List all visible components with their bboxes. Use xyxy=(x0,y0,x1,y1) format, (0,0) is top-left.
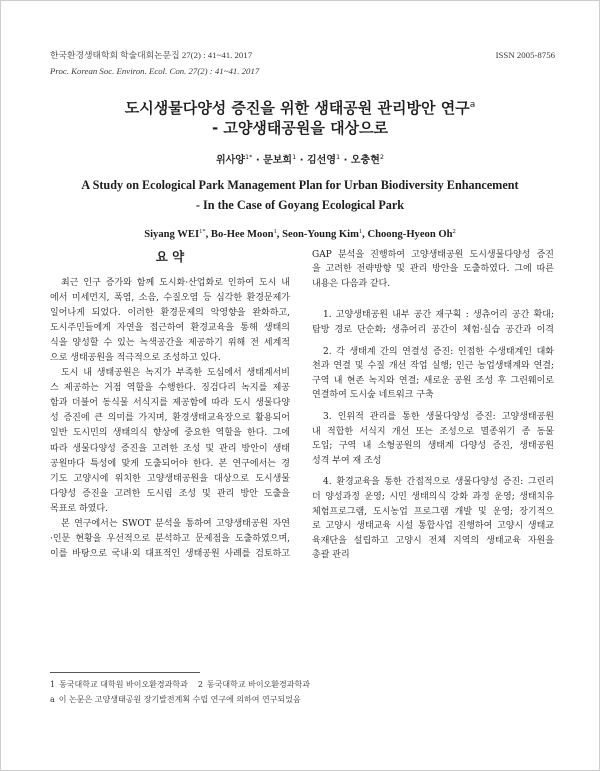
title-korean-text: 도시생물다양성 증진을 위한 생태공원 관리방안 연구 xyxy=(124,99,470,117)
abstract-heading: 요 약 xyxy=(155,249,185,264)
text-line: 도입; 구역 내 소형공원의 생태계 다양성 증진, 생태공원 xyxy=(312,441,554,452)
text-line: 스 제공하는 거점 역할을 수행한다. 징검다리 녹지를 제공 xyxy=(50,383,290,394)
list-item xyxy=(312,308,554,337)
text-line: 함과 더불어 동식물 서식지를 제공함에 따라 도시 생물다양 xyxy=(50,398,290,409)
author-affiliation: 1* xyxy=(199,228,206,235)
author-separator: , xyxy=(276,229,283,240)
author-affiliation: 1 xyxy=(358,228,363,235)
author-separator: · xyxy=(252,155,264,166)
author-name: 문보희 xyxy=(263,155,293,166)
text-line: 에서 미세먼지, 폭염, 소음, 수질오염 등 심각한 환경문제가 xyxy=(50,292,290,303)
subtitle-english: - In the Case of Goyang Ecological Park xyxy=(195,198,405,212)
text-line: 일어나게 되었다. 이러한 환경문제의 악영향을 완화하고, xyxy=(50,307,290,318)
text-line: GAP 분석을 진행하여 고양생태공원 도시생물다양성 증진 xyxy=(312,249,554,260)
author-separator: , xyxy=(205,229,211,240)
text-line: 내용은 다음과 같다. xyxy=(312,278,391,289)
paragraph xyxy=(50,366,290,517)
text-line: 4. 환경교육을 통한 간접적으로 생물다양성 증진: 그린리 xyxy=(323,477,554,488)
text-line: 2. 각 생태계 간의 연결성 증진: 인접한 수생태계인 대화 xyxy=(323,346,554,357)
text-line: 탐방 경로 단순화; 생츄어리 공간이 체험·실습 공간과 이격 xyxy=(312,325,554,336)
text-line: 체험프로그램, 도시농업 프로그램 개발 및 운영; 장기적으 xyxy=(312,506,554,517)
footnote-text: 이 논문은 고양생태공원 장기발전계획 수립 연구에 의하여 연구되었음 xyxy=(58,695,301,704)
text-line: 천과 연결 및 수질 개선 작업 실행; 인근 농업생태계와 연결; xyxy=(312,361,554,372)
text-line: 성 증진에 큰 의미를 가지며, 환경생태교육장으로 활용되어 xyxy=(50,413,290,424)
author-name: Siyang WEI xyxy=(144,229,200,240)
text-line: 3. 인위적 관리를 통한 생물다양성 증진: 고양생태공원 xyxy=(323,412,554,423)
author-name: 김선영 xyxy=(307,155,336,166)
text-line: 로 고양시 생태교육 시설 통합사업 진행하여 고양시 생태교 xyxy=(312,521,554,532)
author-affiliation: 1 xyxy=(273,228,277,235)
author-name: Bo-Hee Moon xyxy=(210,229,274,240)
text-line: 최근 인구 증가와 함께 도시화·산업화로 인하여 도시 내 xyxy=(61,277,290,288)
author-affiliation: 1 xyxy=(335,153,341,161)
text-line: 공원마다 특성에 맞게 도출되어야 한다. 본 연구에서는 경 xyxy=(50,458,290,469)
author-name: 오충현 xyxy=(350,155,380,166)
text-line: 일반 도시민의 생태의식 향상에 중요한 역할을 한다. 그에 xyxy=(50,428,290,439)
title-english: A Study on Ecological Park Management Plan for Urban Biodiversity Enhancement xyxy=(81,178,519,192)
text-line: 식을 양성할 수 있는 녹색공간을 제공하기 위해 전 세계적 xyxy=(50,337,290,348)
footnote-funding xyxy=(50,694,301,706)
text-line: 연결하여 도시숲 네트워크 구축 xyxy=(312,390,434,401)
author-name: 위사양 xyxy=(215,155,245,166)
list-item xyxy=(312,345,554,403)
list-item xyxy=(312,475,554,563)
footnote-divider xyxy=(50,672,200,673)
journal-header-english: Proc. Korean Soc. Environ. Ecol. Con. 27(2) : 41~41. 2017 xyxy=(50,66,260,76)
text-line: 구역 내 현존 녹지와 연결; 새로운 공원 조성 후 그린웨이로 xyxy=(312,375,554,386)
title-korean xyxy=(0,95,600,118)
abstract-right-column xyxy=(312,248,554,563)
title-footnote-mark: a xyxy=(469,100,476,110)
paragraph xyxy=(50,517,290,562)
text-line: 따라 생물다양성 증진을 고려한 조성 및 관리 방안이 생태 xyxy=(50,443,290,454)
author-separator: , xyxy=(362,229,368,240)
text-line: 1. 고양생태공원 내부 공간 재구획 : 생츄어리 공간 확대; xyxy=(323,310,554,321)
text-line: 이를 바탕으로 국내·외 대표적인 생태공원 사례를 검토하고 xyxy=(50,549,290,560)
text-line: 내 적합한 서식지 개선 또는 조성으로 멸종위기 종 동물 xyxy=(312,426,554,437)
text-line: 본 연구에서는 SWOT 분석을 통하여 고양생태공원 자연 xyxy=(61,519,290,529)
author-separator: · xyxy=(340,155,351,166)
text-line: 으로 생태공원을 적극적으로 조성하고 있다. xyxy=(50,352,221,363)
text-line: 목표로 하였다. xyxy=(50,503,108,514)
text-line: 육재단을 설립하고 고양시 전체 지역의 생태교육 자원을 xyxy=(312,535,554,546)
text-line: 성격 부여 재 조성 xyxy=(312,455,382,466)
author-affiliation: 2 xyxy=(452,228,456,235)
authors-korean xyxy=(0,150,600,168)
subtitle-korean: - 고양생태공원을 대상으로 xyxy=(211,119,389,137)
footnote-text: 동국대학교 바이오환경과학과 xyxy=(206,680,310,689)
text-line: 도시주민들에게 자연을 접근하여 환경교육을 통해 생태의 xyxy=(50,322,290,333)
paragraph xyxy=(312,248,554,292)
author-name: Seon-Young Kim xyxy=(282,229,359,240)
text-line: 총괄 관리 xyxy=(312,550,350,561)
authors-english xyxy=(0,225,600,242)
author-affiliation: 1 xyxy=(292,153,297,161)
footnote-text: 동국대학교 대학원 바이오환경과학과 xyxy=(59,680,188,689)
paragraph xyxy=(50,276,290,367)
journal-header-korean: 한국환경생태학회 학술대회논문집 27(2) : 41~41. 2017 xyxy=(50,50,253,60)
footnote-number: a xyxy=(50,695,55,704)
text-line: 을 고려한 전략방향 및 관리 방안을 도출하였다. 그에 따른 xyxy=(312,264,554,275)
text-line: ·인문 현황을 우선적으로 분석하고 문제점을 도출하였으며, xyxy=(50,534,290,545)
footnote-number: 2 xyxy=(197,680,203,689)
text-line: 더 양성과정 운영; 시민 생태의식 강화 과정 운영; 생태치유 xyxy=(312,492,554,502)
author-name: Choong-Hyeon Oh xyxy=(367,229,453,240)
abstract-left-column xyxy=(50,276,290,563)
text-line: 다양성 증진을 고려한 도시림 조성 및 관리 방안 도출을 xyxy=(50,488,290,499)
footnote-affiliations xyxy=(50,679,310,691)
author-affiliation: 1* xyxy=(244,153,253,161)
text-line: 기도 고양시에 위치한 고양생태공원을 대상으로 도시생물 xyxy=(50,473,290,484)
author-affiliation: 2 xyxy=(379,153,385,161)
author-separator: · xyxy=(296,155,307,166)
list-item xyxy=(312,410,554,468)
issn: ISSN 2005-8756 xyxy=(495,50,555,60)
footnote-number: 1 xyxy=(50,680,56,689)
text-line: 도시 내 생태공원은 녹지가 부족한 도심에서 생태계서비 xyxy=(61,368,290,379)
